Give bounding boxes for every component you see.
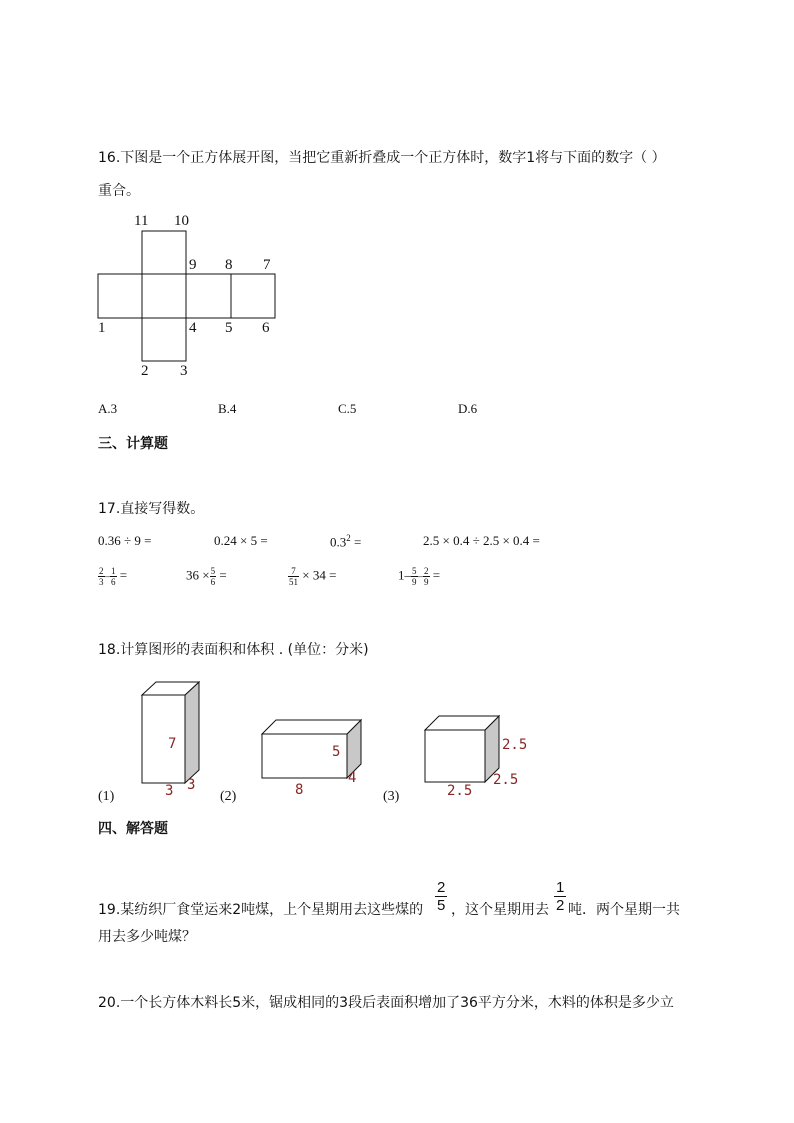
q17-expr-7: $\frac{7}{51}$ × 34 =: [289, 566, 337, 587]
q16-option-a[interactable]: A.3: [98, 401, 118, 416]
q17-expr-3: $0.3^2$ =: [330, 533, 362, 550]
fig3-length-label: 2.5: [447, 783, 473, 799]
q18-title: 18.计算图形的表面积和体积 . (单位：分米): [98, 642, 369, 658]
fig1-height-label: 7: [168, 736, 177, 752]
q16-text-line2: 重合。: [98, 183, 140, 199]
net-label-5: 5: [225, 320, 233, 336]
q17-expr-6: 36 × $\frac{5}{6}$ =: [186, 566, 227, 587]
q16-option-d[interactable]: D.6: [458, 401, 478, 416]
fig3-tag: (3): [383, 789, 400, 804]
q19-text-part3: 吨．两个星期一共: [568, 902, 680, 918]
net-label-4: 4: [189, 320, 197, 336]
net-label-3: 3: [180, 363, 188, 379]
net-label-2: 2: [141, 363, 149, 379]
q16-text-line1: 16.下图是一个正方体展开图，当把它重新折叠成一个正方体时，数字1将与下面的数字（ ）: [98, 150, 666, 166]
q19-fraction-2-5: 2 5: [437, 879, 446, 914]
section-4-heading: 四、解答题: [98, 821, 168, 837]
net-label-7: 7: [263, 257, 271, 273]
fig1-depth-label: 3: [187, 777, 196, 793]
net-label-11: 11: [134, 213, 149, 229]
fig2-tag: (2): [220, 789, 237, 804]
net-label-6: 6: [262, 320, 270, 336]
fig3-height-label: 2.5: [502, 737, 528, 753]
q16-option-b[interactable]: B.4: [218, 401, 237, 416]
fig1-tag: (1): [98, 789, 115, 804]
q17-expr-4: 2.5 × 0.4 ÷ 2.5 × 0.4 =: [423, 533, 540, 548]
fig1-width-label: 3: [165, 783, 174, 799]
q16-option-c[interactable]: C.5: [338, 401, 357, 416]
fig2-length-label: 8: [295, 782, 304, 798]
q20-text-line1: 20.一个长方体木料长5米，锯成相同的3段后表面积增加了36平方分米，木料的体积是多少立: [98, 995, 674, 1011]
q17-expr-2: 0.24 × 5 =: [214, 533, 268, 548]
q19-text-part1: 19.某纺织厂食堂运来2吨煤，上个星期用去这些煤的: [98, 902, 424, 918]
prism-3: [425, 716, 499, 782]
net-label-10: 10: [174, 213, 189, 229]
net-label-1: 1: [98, 320, 106, 336]
q19-text-line2: 用去多少吨煤？: [98, 929, 196, 945]
q19-text-part2: ，这个星期用去: [451, 902, 549, 918]
fig3-depth-label: 2.5: [493, 772, 519, 788]
fig2-depth-label: 4: [348, 770, 357, 786]
prism-2: [262, 720, 361, 778]
q17-expr-3-exponent: 2: [346, 533, 351, 543]
fig2-height-label: 5: [332, 744, 341, 760]
prism-1: [142, 682, 199, 783]
net-label-9: 9: [189, 257, 197, 273]
q17-expr-5: $\frac{2}{3}$ – $\frac{1}{6}$ =: [99, 566, 128, 587]
q17-expr-1: 0.36 ÷ 9 =: [98, 533, 152, 548]
q17-title: 17.直接写得数。: [98, 501, 205, 517]
section-3-heading: 三、计算题: [98, 436, 168, 452]
q17-expr-8: 1– $\frac{5}{9}$ – $\frac{2}{9}$ =: [398, 566, 441, 587]
q19-fraction-1-2: 1 2: [556, 879, 565, 914]
net-label-8: 8: [225, 257, 233, 273]
